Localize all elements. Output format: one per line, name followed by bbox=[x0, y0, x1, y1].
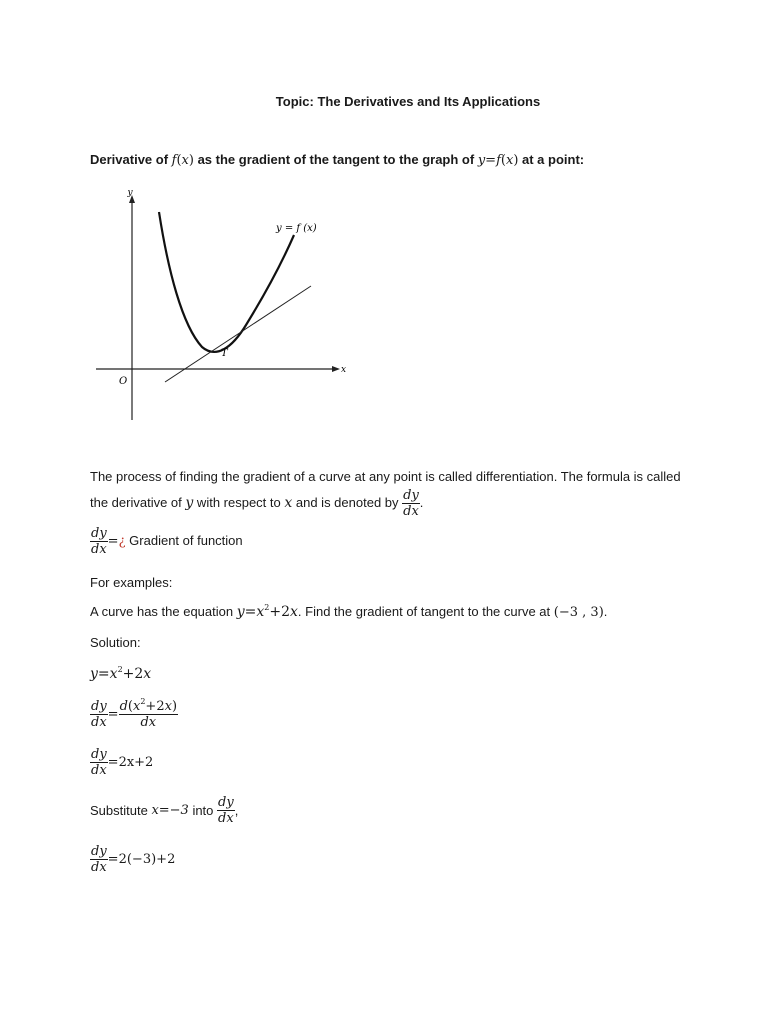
substitute-comma: , bbox=[234, 803, 239, 818]
step-1 bbox=[90, 665, 151, 682]
substitute-text-a: Substitute bbox=[90, 803, 152, 818]
example-eq-exponent: 2 bbox=[264, 603, 270, 612]
origin-label: O bbox=[119, 376, 128, 387]
y-axis-label: y bbox=[127, 188, 133, 198]
step3-fraction bbox=[90, 747, 108, 778]
heading-f: f bbox=[171, 153, 177, 168]
tangent-line bbox=[165, 286, 311, 382]
example-line: A curve has the equation $y=x^2+2x$. Find the gradient of tangent to the curve at (−3 , 3). bbox=[90, 603, 608, 620]
heading-x: x bbox=[181, 153, 189, 168]
step2-num-d: d bbox=[119, 699, 128, 714]
heading-text-1: Derivative of bbox=[90, 152, 172, 167]
paragraph-text-c: and is denoted by bbox=[292, 494, 403, 510]
step1-y: y bbox=[90, 666, 98, 682]
frac-denominator: dx bbox=[91, 715, 107, 730]
frac-denominator: dx bbox=[91, 763, 107, 778]
step4-rhs-a: =2 bbox=[107, 852, 127, 867]
step2-num-x2: x bbox=[164, 699, 172, 714]
document-title bbox=[0, 94, 768, 109]
step2-denominator: dx bbox=[119, 714, 178, 730]
example-eq-equals: = bbox=[244, 604, 257, 620]
step2-numerator: $d(x^2+2x)$ bbox=[119, 697, 178, 714]
heading-text-2: as the gradient of the tangent to the graph of bbox=[193, 152, 478, 167]
step2-equals: = bbox=[107, 707, 119, 722]
paragraph-var-x: x bbox=[284, 494, 293, 511]
step-4: $\frac{dy}{dx}$ =2(−3)+2 bbox=[91, 844, 176, 875]
example-text-b: . Find the gradient of tangent to the curve at bbox=[297, 604, 554, 619]
frac-numerator: dy bbox=[91, 526, 107, 541]
x-axis-label: x bbox=[341, 365, 347, 375]
example-eq-x: x bbox=[256, 604, 265, 620]
frac-numerator: dy bbox=[403, 488, 419, 503]
title-text: Topic: The Derivatives and Its Applications bbox=[275, 94, 541, 109]
definition-equals: = bbox=[107, 533, 119, 549]
heading-eq-equals: = bbox=[485, 153, 497, 168]
step1-plus: +2 bbox=[122, 666, 144, 682]
heading-text-3: at a point: bbox=[518, 152, 585, 167]
curve bbox=[159, 212, 294, 352]
definition-fraction bbox=[90, 526, 108, 557]
paragraph-line-1: The process of finding the gradient of a curve at any point is called differentiation. The formula is called bbox=[90, 469, 681, 484]
heading-eq-y: y bbox=[477, 153, 486, 168]
curve-label: y = f (x) bbox=[276, 223, 317, 234]
paragraph-text-b: with respect to bbox=[193, 494, 285, 510]
step1-x: x bbox=[109, 666, 118, 682]
step-2 bbox=[90, 699, 178, 730]
step3-rhs: =2x+2 bbox=[107, 755, 154, 770]
example-period: . bbox=[603, 604, 608, 619]
step2-num-exponent: 2 bbox=[140, 697, 146, 706]
solution-label: Solution: bbox=[90, 635, 141, 650]
substitute-text-b: into bbox=[188, 803, 218, 818]
example-text-a: A curve has the equation bbox=[90, 604, 237, 619]
substitute-fraction bbox=[217, 795, 235, 826]
step2-right-fraction bbox=[119, 699, 178, 730]
function-graph bbox=[90, 185, 355, 425]
paragraph-line-2 bbox=[90, 488, 423, 519]
step1-exponent: 2 bbox=[117, 665, 123, 674]
paragraph-period: . bbox=[419, 494, 424, 510]
example-eq-y: y bbox=[236, 604, 245, 620]
for-examples-label: For examples: bbox=[90, 575, 173, 590]
dy-dx-fraction bbox=[402, 488, 420, 519]
step1-equals: = bbox=[97, 666, 110, 682]
definition-line bbox=[90, 526, 243, 557]
paragraph-var-y: y bbox=[185, 494, 194, 511]
definition-symbol: ¿ bbox=[118, 533, 126, 549]
example-eq-x2: x bbox=[290, 604, 298, 620]
section-heading: Derivative of f(x) as the gradient of the tangent to the graph of y=f(x) at a point: bbox=[90, 152, 585, 168]
frac-denominator: dx bbox=[91, 542, 107, 557]
frac-denominator: dx bbox=[91, 860, 107, 875]
x-axis-arrow bbox=[332, 366, 340, 372]
frac-denominator: dx bbox=[218, 811, 234, 826]
frac-numerator: dy bbox=[218, 795, 234, 810]
substitute-eq: x=−3 bbox=[151, 803, 189, 818]
heading-eq-f: f bbox=[496, 153, 501, 168]
frac-numerator: dy bbox=[91, 844, 107, 859]
frac-denominator: dx bbox=[403, 504, 419, 519]
step4-rhs-c: +2 bbox=[156, 852, 176, 867]
heading-eq-x: x bbox=[505, 153, 514, 168]
frac-numerator: dy bbox=[91, 699, 107, 714]
tangent-point-label: T bbox=[221, 348, 228, 359]
definition-text: Gradient of function bbox=[125, 532, 243, 548]
frac-numerator: dy bbox=[91, 747, 107, 762]
example-eq-plus: +2 bbox=[269, 604, 291, 620]
substitute-line bbox=[90, 795, 238, 826]
step1-x2: x bbox=[143, 666, 152, 682]
step4-rhs-b: −3 bbox=[131, 852, 152, 867]
step4-fraction bbox=[90, 844, 108, 875]
example-point: −3 , 3 bbox=[558, 605, 599, 620]
step-3 bbox=[90, 747, 153, 778]
step2-left-fraction bbox=[90, 699, 108, 730]
step2-num-plus: +2 bbox=[145, 699, 165, 714]
step2-num-x: x bbox=[132, 699, 141, 714]
paragraph-text-a: the derivative of bbox=[90, 494, 186, 510]
